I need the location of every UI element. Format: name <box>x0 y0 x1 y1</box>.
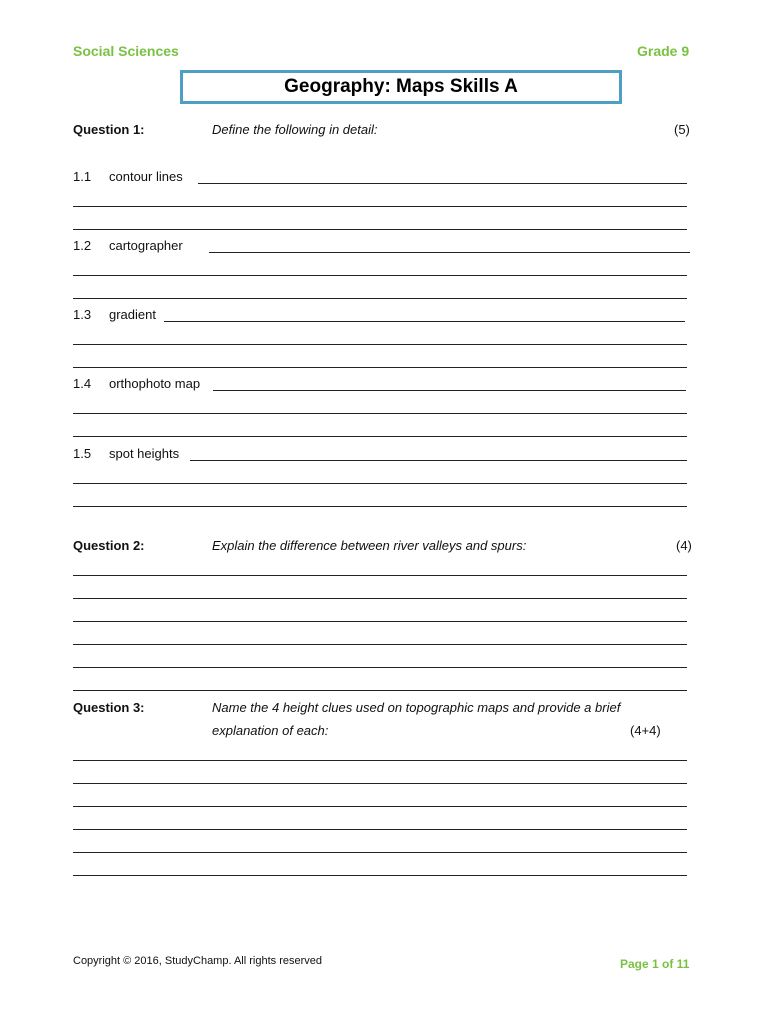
page-number: Page 1 of 11 <box>620 957 690 971</box>
answer-line[interactable] <box>190 460 687 461</box>
answer-line[interactable] <box>73 806 687 807</box>
copyright-text: Copyright © 2016, StudyChamp. All rights reserved <box>73 955 323 967</box>
answer-line[interactable] <box>73 598 687 599</box>
answer-line[interactable] <box>73 298 687 299</box>
question-3-label: Question 3: <box>73 700 145 715</box>
answer-line[interactable] <box>213 390 686 391</box>
answer-line[interactable] <box>73 875 687 876</box>
answer-line[interactable] <box>73 206 687 207</box>
item-term: cartographer <box>109 238 183 253</box>
answer-line[interactable] <box>73 621 687 622</box>
question-2-marks: (4) <box>676 538 692 553</box>
subject-header: Social Sciences <box>73 43 179 59</box>
item-number: 1.2 <box>73 238 92 253</box>
grade-header: Grade 9 <box>637 43 690 59</box>
answer-line[interactable] <box>73 575 687 576</box>
question-3-text-line1: Name the 4 height clues used on topographic maps and provide a brief <box>212 700 621 715</box>
title-box <box>180 70 622 104</box>
question-2-label: Question 2: <box>73 538 145 553</box>
answer-line[interactable] <box>73 667 687 668</box>
item-term: orthophoto map <box>109 376 201 391</box>
answer-line[interactable] <box>209 252 690 253</box>
question-3-marks: (4+4) <box>630 723 661 738</box>
item-number: 1.1 <box>73 169 92 184</box>
answer-line[interactable] <box>73 413 687 414</box>
answer-line[interactable] <box>73 760 687 761</box>
question-1-marks: (5) <box>674 122 690 137</box>
answer-line[interactable] <box>73 229 687 230</box>
question-1-text: Define the following in detail: <box>212 122 378 137</box>
item-term: contour lines <box>109 169 183 184</box>
answer-line[interactable] <box>73 344 687 345</box>
item-number: 1.3 <box>73 307 92 322</box>
answer-line[interactable] <box>73 852 687 853</box>
item-term: gradient <box>109 307 156 322</box>
answer-line[interactable] <box>73 483 687 484</box>
answer-line[interactable] <box>73 436 687 437</box>
answer-line[interactable] <box>198 183 687 184</box>
answer-line[interactable] <box>73 829 687 830</box>
item-term: spot heights <box>109 446 180 461</box>
item-number: 1.4 <box>73 376 92 391</box>
answer-line[interactable] <box>73 367 687 368</box>
answer-line[interactable] <box>73 644 687 645</box>
answer-line[interactable] <box>164 321 685 322</box>
answer-line[interactable] <box>73 506 687 507</box>
question-1-label: Question 1: <box>73 122 145 137</box>
question-2-text: Explain the difference between river valleys and spurs: <box>212 538 527 553</box>
page-title: Geography: Maps Skills A <box>284 76 518 97</box>
answer-line[interactable] <box>73 690 687 691</box>
answer-line[interactable] <box>73 275 687 276</box>
item-number: 1.5 <box>73 446 92 461</box>
question-3-text-line2: explanation of each: <box>212 723 329 738</box>
answer-line[interactable] <box>73 783 687 784</box>
